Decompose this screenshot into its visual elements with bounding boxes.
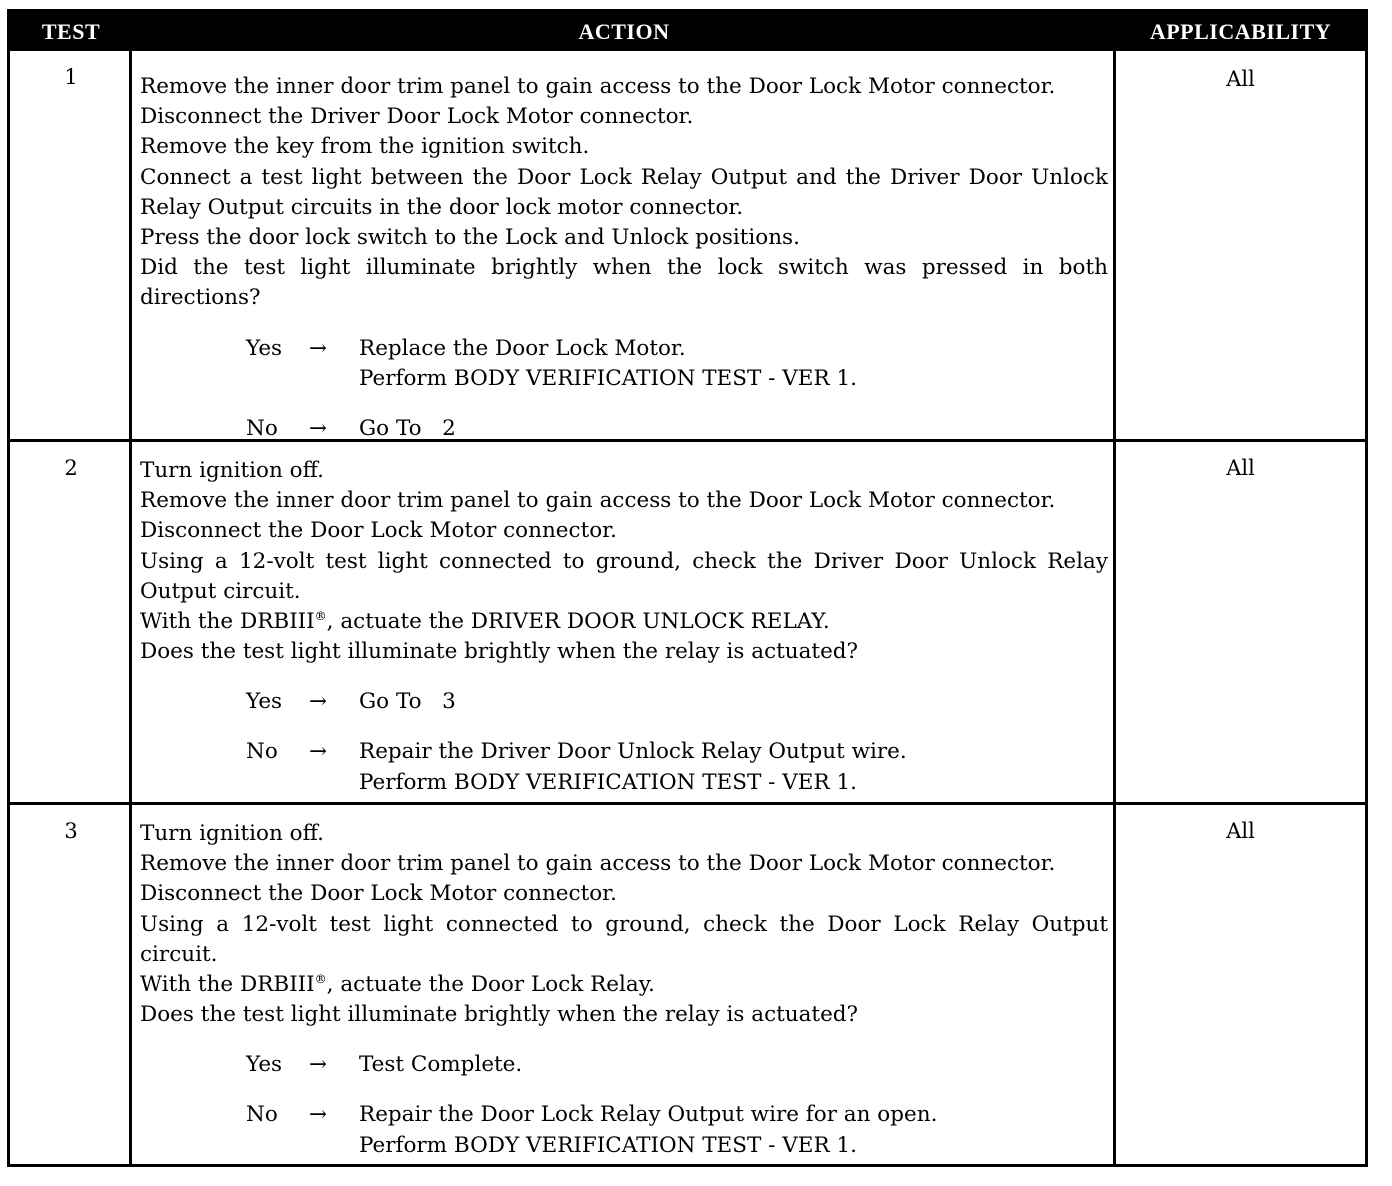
applicability-value: All	[1226, 456, 1255, 480]
arrow-icon: →	[309, 335, 328, 361]
action-line: Connect a test light between the Door Lock Relay Output and the Driver Door Unlock Relay Output circuits in the door lock motor connector.	[140, 164, 1108, 220]
no-response	[140, 1100, 1108, 1160]
action-line: Disconnect the Driver Door Lock Motor connector.	[140, 104, 694, 130]
yes-response	[140, 1050, 1108, 1080]
action-line: Turn ignition off.	[140, 821, 324, 846]
response-text: Perform BODY VERIFICATION TEST - VER 1.	[359, 1132, 858, 1158]
test-number: 1	[64, 65, 78, 89]
test-number: 2	[64, 456, 78, 480]
action-line: With the DRBIII®, actuate the DRIVER DOOR UNLOCK RELAY.	[140, 609, 830, 635]
response-text: Perform BODY VERIFICATION TEST - VER 1.	[359, 365, 858, 391]
action-line: Using a 12-volt test light connected to ground, check the Driver Door Unlock Relay Output circuit.	[140, 548, 1108, 604]
no-response	[140, 737, 1108, 797]
response-text: Test Complete.	[359, 1052, 523, 1078]
response-text: Replace the Door Lock Motor.	[359, 335, 686, 361]
table-row	[10, 805, 1365, 1164]
action-text	[140, 819, 1108, 1160]
arrow-icon: →	[309, 739, 328, 765]
arrow-icon: →	[309, 1052, 328, 1078]
applicability-value: All	[1226, 67, 1255, 91]
no-label: No	[246, 739, 278, 765]
action-line: Remove the inner door trim panel to gain access to the Door Lock Motor connector.	[140, 851, 1056, 877]
registered-mark: ®	[314, 972, 327, 987]
table-row	[10, 442, 1365, 802]
action-line: Disconnect the Door Lock Motor connector.	[140, 518, 617, 544]
arrow-icon: →	[309, 415, 328, 441]
response-text: Go To 2	[359, 415, 456, 441]
action-line: Does the test light illuminate brightly when the relay is actuated?	[140, 1002, 859, 1028]
registered-mark: ®	[314, 609, 327, 624]
action-line: Using a 12-volt test light connected to ground, check the Door Lock Relay Output circuit.	[140, 911, 1108, 967]
action-line: Does the test light illuminate brightly when the relay is actuated?	[140, 639, 859, 665]
header-test: TEST	[41, 18, 101, 44]
action-line: Disconnect the Door Lock Motor connector.	[140, 881, 617, 907]
diagnostic-test-table	[7, 9, 1368, 1167]
applicability-value: All	[1226, 819, 1255, 843]
header-action: ACTION	[578, 18, 670, 44]
response-text: Perform BODY VERIFICATION TEST - VER 1.	[359, 769, 858, 795]
no-label: No	[246, 1102, 278, 1128]
response-text: Repair the Driver Door Unlock Relay Output wire.	[359, 739, 907, 765]
yes-label: Yes	[246, 1052, 283, 1078]
action-line: Remove the key from the ignition switch.	[140, 134, 590, 160]
action-line: Did the test light illuminate brightly when the lock switch was pressed in both directions?	[140, 255, 1108, 311]
yes-response	[140, 687, 1108, 717]
yes-label: Yes	[246, 335, 283, 361]
table-row	[10, 51, 1365, 439]
arrow-icon: →	[309, 1102, 328, 1128]
response-text: Go To 3	[359, 689, 456, 715]
response-text: Repair the Door Lock Relay Output wire for an open.	[359, 1102, 938, 1128]
arrow-icon: →	[309, 689, 328, 715]
yes-response	[140, 334, 1108, 394]
header-applicability: APPLICABILITY	[1149, 18, 1332, 44]
no-response	[140, 414, 1108, 444]
action-line: With the DRBIII®, actuate the Door Lock Relay.	[140, 972, 655, 998]
action-text	[140, 72, 1108, 444]
test-number: 3	[64, 819, 78, 843]
action-text	[140, 456, 1108, 797]
action-line: Press the door lock switch to the Lock and Unlock positions.	[140, 225, 800, 251]
action-line: Remove the inner door trim panel to gain access to the Door Lock Motor connector.	[140, 74, 1056, 99]
table-header	[10, 12, 1365, 51]
no-label: No	[246, 415, 278, 441]
action-line: Remove the inner door trim panel to gain access to the Door Lock Motor connector.	[140, 488, 1056, 514]
yes-label: Yes	[246, 689, 283, 715]
action-line: Turn ignition off.	[140, 458, 324, 483]
